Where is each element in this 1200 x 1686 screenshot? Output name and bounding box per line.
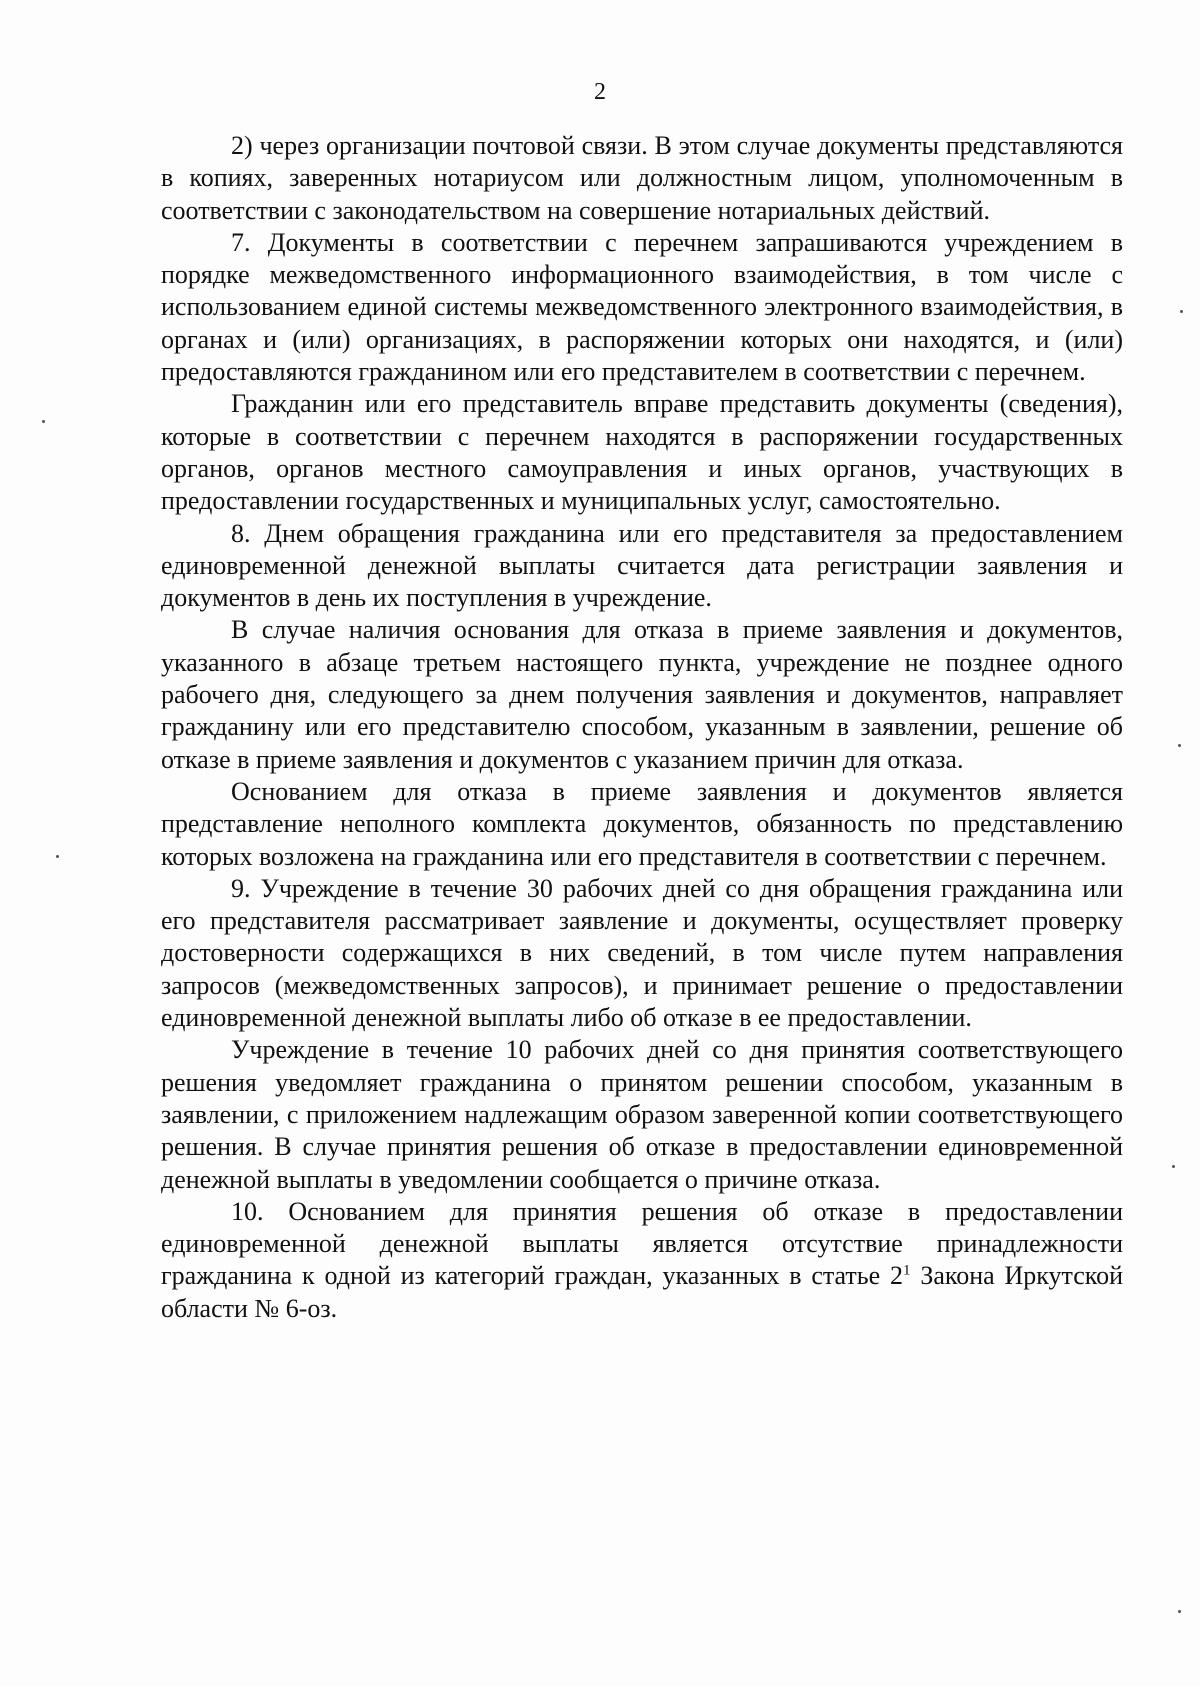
paragraph-item-10	[161, 1196, 1123, 1325]
paragraph-postal: 2) через организации почтовой связи. В этом случае документы представляются в копиях, заверенных нотариусом или должностным лицом, уполномоченным в соответствии с законодательством на совершение нотариальных действий.	[161, 131, 1123, 225]
scan-speck	[1178, 1610, 1181, 1613]
scan-speck	[1178, 744, 1181, 747]
scan-speck	[1180, 310, 1183, 313]
scan-speck	[1172, 1165, 1175, 1168]
scan-speck	[42, 420, 45, 423]
paragraph-refusal-basis: Основанием для отказа в приеме заявления и документов является представление неполного комплекта документов, обязанность по представлению которых возложена на гражданина или его представителя в соответствии с перечнем.	[161, 776, 1123, 871]
item-10-text: 10. Основанием для принятия решения об отказе в предоставлении единовременной денежной выплаты является отсутствие принадлежности гражданина к одной из категорий граждан, указанных в статье 2	[161, 1196, 1123, 1291]
paragraph-item-8: 8. Днем обращения гражданина или его представителя за предоставлением единовременной денежной выплаты считается дата регистрации заявления и документов в день их поступления в учреждение.	[161, 518, 1123, 613]
paragraph-item-9: 9. Учреждение в течение 30 рабочих дней со дня обращения гражданина или его представителя рассматривает заявление и документы, осуществляет проверку достоверности содержащихся в них сведений, в том числе путем направления запросов (межведомственных запросов), и принимает решение о предоставлении единовременной денежной выплаты либо об отказе в ее предоставлении.	[161, 873, 1123, 1033]
paragraph-item-7: 7. Документы в соответствии с перечнем запрашиваются учреждением в порядке межведомственного информационного взаимодействия, в том числе с использованием единой системы межведомственного электронного взаимодействия, в органах и (или) организациях, в распоряжении которых они находятся, и (или) предоставляются гражданином или его представителем в соответствии с перечнем.	[161, 227, 1123, 387]
paragraph-citizen-right: Гражданин или его представитель вправе представить документы (сведения), которые в соответствии с перечнем находятся в распоряжении государственных органов, органов местного самоуправления и иных органов, участвующих в предоставлении государственных и муниципальных услуг, самостоятельно.	[161, 389, 1123, 516]
paragraph-notification: Учреждение в течение 10 рабочих дней со дня принятия соответствующего решения уведомляет гражданина о принятом решении способом, указанным в заявлении, с приложением надлежащим образом заверенной копии соответствующего решения. В случае принятия решения об отказе в предоставлении единовременной денежной выплаты в уведомлении сообщается о причине отказа.	[161, 1035, 1123, 1194]
document-body	[161, 130, 1123, 1325]
item-10-text-end: Закона Иркутской области № 6-оз.	[161, 1261, 1123, 1323]
page-number: 2	[594, 79, 606, 105]
article-superscript: 1	[903, 1262, 911, 1279]
scan-speck	[56, 855, 59, 858]
paragraph-refusal-case: В случае наличия основания для отказа в приеме заявления и документов, указанного в абзаце третьем настоящего пункта, учреждение не позднее одного рабочего дня, следующего за днем получения заявления и документов, направляет гражданину или его представителю способом, указанным в заявлении, решение об отказе в приеме заявления и документов с указанием причин для отказа.	[161, 615, 1123, 774]
